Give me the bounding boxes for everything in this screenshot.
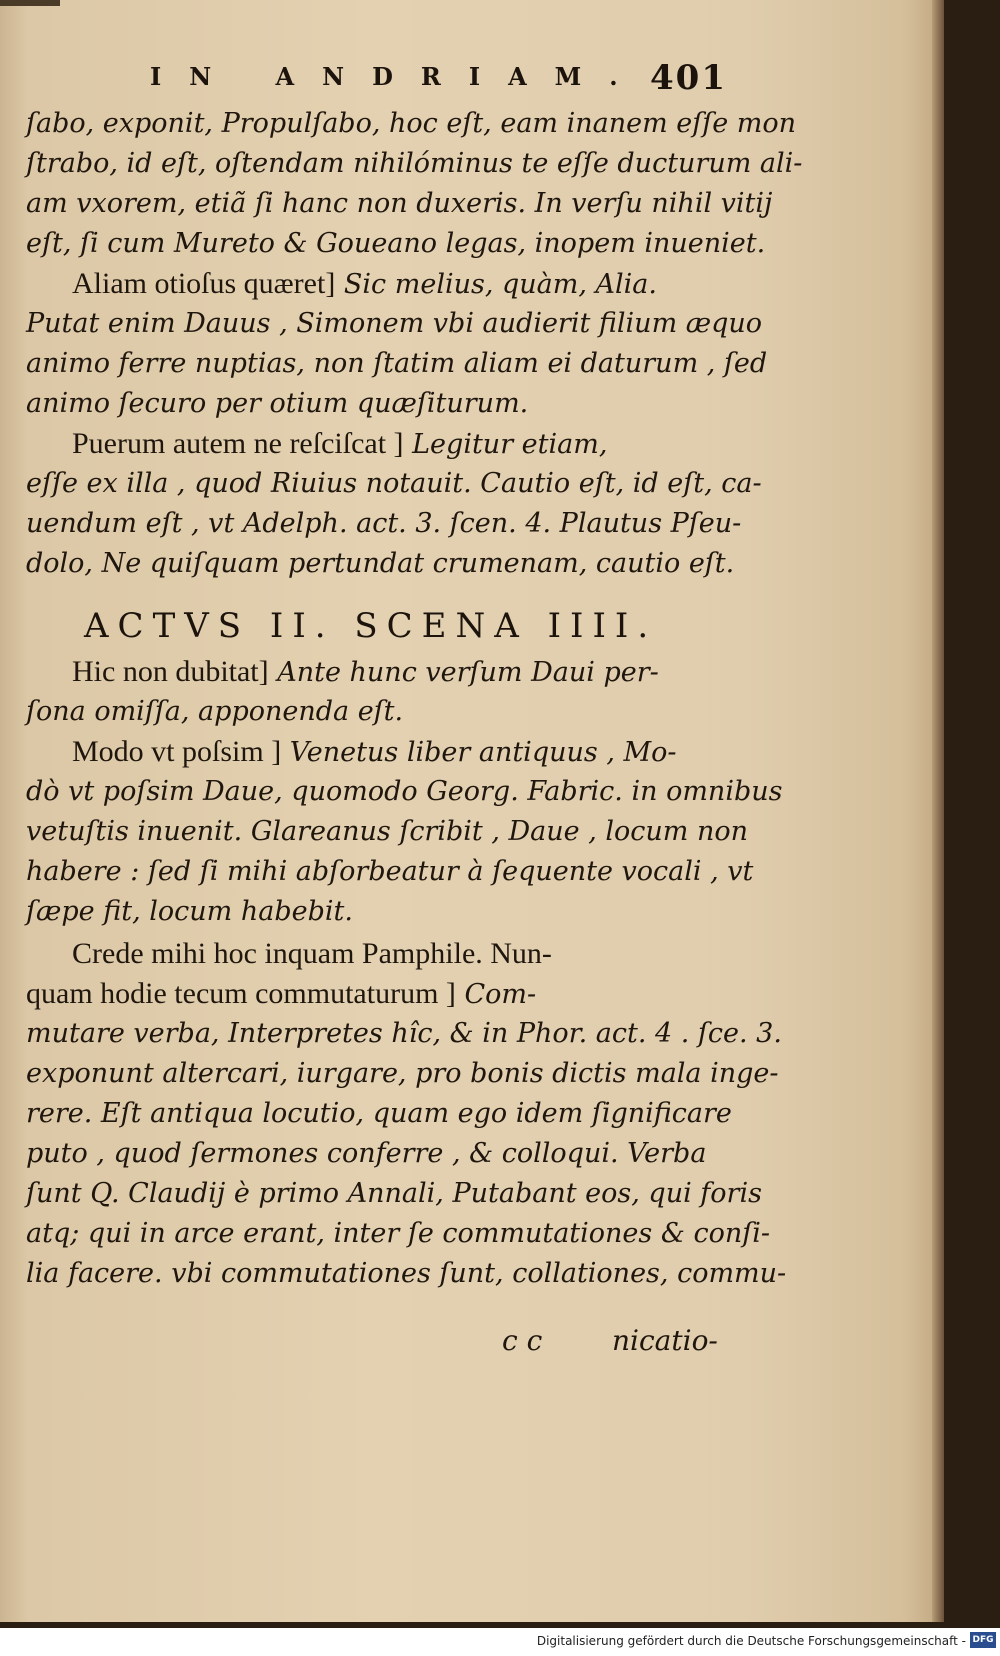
signature-mark: c c (502, 1324, 543, 1357)
page-edge-shadow (932, 0, 944, 1622)
commentary-entry (72, 424, 607, 465)
lemma: Modo vt poſsim ] (72, 735, 282, 768)
text-line: mutare verba, Interpretes hîc, & in Phor. act. 4 . ſce. 3. (26, 1018, 782, 1049)
text-line: dò vt poſsim Daue, quomodo Georg. Fabric. in omnibus (26, 776, 783, 807)
text-line: ſtrabo, id eſt, oſtendam nihilóminus te eſſe ducturum ali- (26, 148, 803, 179)
page-header (150, 58, 750, 98)
text-line: vetuſtis inuenit. Glareanus ſcribit , Daue , locum non (26, 816, 748, 847)
commentary-entry (72, 264, 657, 305)
text-line: puto , quod ſermones conferre , & colloqui. Verba (26, 1138, 707, 1169)
text-line: dolo, Ne quiſquam pertundat crumenam, cautio eſt. (26, 548, 735, 579)
section-heading: ACTVS II. SCENA IIII. (84, 606, 658, 646)
text-line: rere. Eſt antiqua locutio, quam ego idem ſignificare (26, 1098, 732, 1129)
text-line: eſſe ex illa , quod Riuius notauit. Cautio eſt, id eſt, ca- (26, 468, 762, 499)
lemma: Crede mihi hoc inquam Pamphile. Nun- (72, 937, 552, 970)
text-line: ſæpe fit, locum habebit. (26, 896, 353, 927)
lemma: quam hodie tecum commutaturum ] (26, 977, 456, 1010)
text-line: animo ferre nuptias, non ſtatim aliam ei daturum , ſed (26, 348, 768, 379)
catchword: nicatio- (612, 1324, 718, 1357)
gloss: Com- (464, 979, 537, 1010)
lemma: Aliam otioſus quæret] (72, 267, 336, 300)
gloss: Venetus liber antiquus , Mo- (289, 737, 677, 768)
lemma: Puerum autem ne reſciſcat ] (72, 427, 404, 460)
text-line: animo ſecuro per otium quæſiturum. (26, 388, 529, 419)
text-line: ſona omiſſa, apponenda eſt. (26, 696, 404, 727)
gloss: Ante hunc verſum Daui per- (277, 657, 659, 688)
text-line: habere : ſed ſi mihi abſorbeatur à ſequente vocali , vt (26, 856, 754, 887)
text-line: uendum eſt , vt Adelph. act. 3. ſcen. 4. Plautus Pſeu- (26, 508, 742, 539)
commentary-entry (26, 974, 536, 1015)
text-line: exponunt altercari, iurgare, pro bonis dictis mala inge- (26, 1058, 779, 1089)
text-line: lia facere. vbi commutationes ſunt, collationes, commu- (26, 1258, 787, 1289)
text-line: eſt, ſi cum Mureto & Goueano legas, inopem inueniet. (26, 228, 766, 259)
commentary-entry (72, 652, 659, 693)
page-number: 401 (650, 58, 727, 98)
lemma: Hic non dubitat] (72, 655, 269, 688)
running-head: IN ANDRIAM. (150, 62, 646, 91)
dfg-logo: DFG (970, 1632, 996, 1648)
text-line: am vxorem, etiã ſi hanc non duxeris. In verſu nihil vitij (26, 188, 773, 219)
funding-credit: Digitalisierung gefördert durch die Deutsche Forschungsgemeinschaft - (536, 1634, 966, 1648)
page-corner-mark (0, 0, 60, 6)
text-line: Putat enim Dauus , Simonem vbi audierit filium æquo (26, 308, 763, 339)
text-line: ſunt Q. Claudij è primo Annali, Putabant eos, qui foris (26, 1178, 762, 1209)
gloss: Legitur etiam, (412, 429, 608, 460)
gloss: Sic melius, quàm, Alia. (343, 269, 657, 300)
digitization-footer (0, 1628, 1000, 1656)
text-line: ſabo, exponit, Propulſabo, hoc eſt, eam inanem eſſe mon (26, 108, 797, 139)
text-line: atq; qui in arce erant, inter ſe commutationes & conſi- (26, 1218, 770, 1249)
commentary-entry (72, 732, 677, 773)
commentary-entry (72, 934, 552, 975)
